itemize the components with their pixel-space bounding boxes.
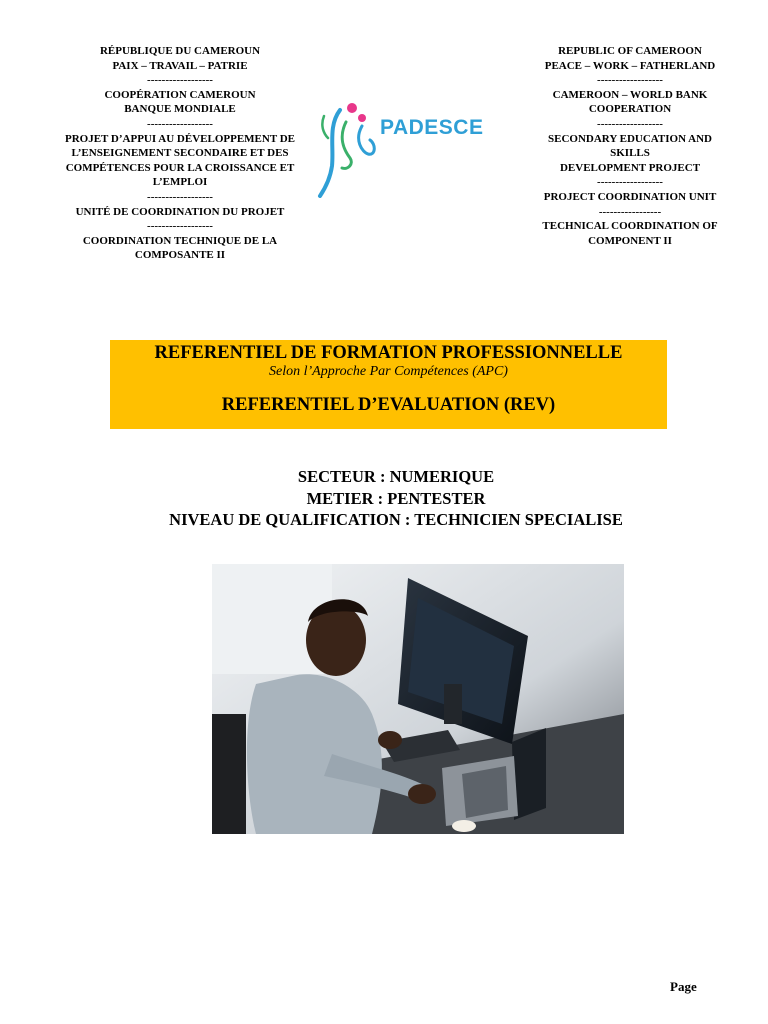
sector-line: SECTEUR : NUMERIQUE [297,467,495,486]
level-line: NIVEAU DE QUALIFICATION : TECHNICIEN SPECIALISE [169,510,623,529]
header-line: REPUBLIC OF CAMEROON [558,45,702,57]
header-line: CAMEROON – WORLD BANK [552,88,708,101]
header-line: COORDINATION TECHNIQUE DE LA [82,234,278,247]
logo-wordmark: PADESCE [380,116,484,139]
header-line: SKILLS [610,147,650,160]
padesce-logo-icon [310,96,510,198]
header-line: BANQUE MONDIALE [124,103,236,116]
header-line: DEVELOPMENT PROJECT [559,161,701,174]
header-line: PROJECT COORDINATION UNIT [543,190,717,203]
header-line: RÉPUBLIQUE DU CAMEROUN [99,45,261,57]
header-line: COMPOSANTE II [134,249,226,262]
header-divider: ------------------ [147,117,213,130]
header-line: COMPÉTENCES POUR LA CROISSANCE ET [65,161,295,174]
header-line: L’ENSEIGNEMENT SECONDAIRE ET DES [71,147,289,160]
job-line: METIER : PENTESTER [306,488,486,508]
header-line: UNITÉ DE COORDINATION DU PROJET [75,205,285,218]
header-divider: ------------------ [147,190,213,203]
header-divider: ------------------ [597,117,663,130]
document-title: REFERENTIEL DE FORMATION PROFESSIONNELLE [154,343,623,363]
cover-photo [212,564,624,834]
page-label: Page [670,979,697,994]
header-line: SECONDARY EDUCATION AND [547,132,713,145]
header-line: PEACE – WORK – FATHERLAND [544,59,716,72]
document-subtitle: Selon l’Approche Par Compétences (APC) [269,364,508,379]
header-divider: ----------------- [598,205,662,218]
header-line: PAIX – TRAVAIL – PATRIE [112,59,248,72]
header-divider: ------------------ [147,220,213,233]
header-line: TECHNICAL COORDINATION OF [542,220,718,233]
header-line: COOPERATION [588,103,672,116]
header-divider: ------------------ [597,74,663,87]
title-banner [110,340,667,429]
header-divider: ------------------ [597,176,663,189]
header-left-column [52,44,308,263]
header-line: PROJET D’APPUI AU DÉVELOPPEMENT DE [64,132,295,145]
header-line: COMPONENT II [588,234,672,247]
header-divider: ------------------ [147,74,213,87]
header-line: L’EMPLOI [152,176,208,189]
qualification-info [0,466,768,531]
evaluation-title: REFERENTIEL D’EVALUATION (REV) [221,395,556,415]
header-line: COOPÉRATION CAMEROUN [104,88,256,101]
header-right-column [520,44,740,248]
